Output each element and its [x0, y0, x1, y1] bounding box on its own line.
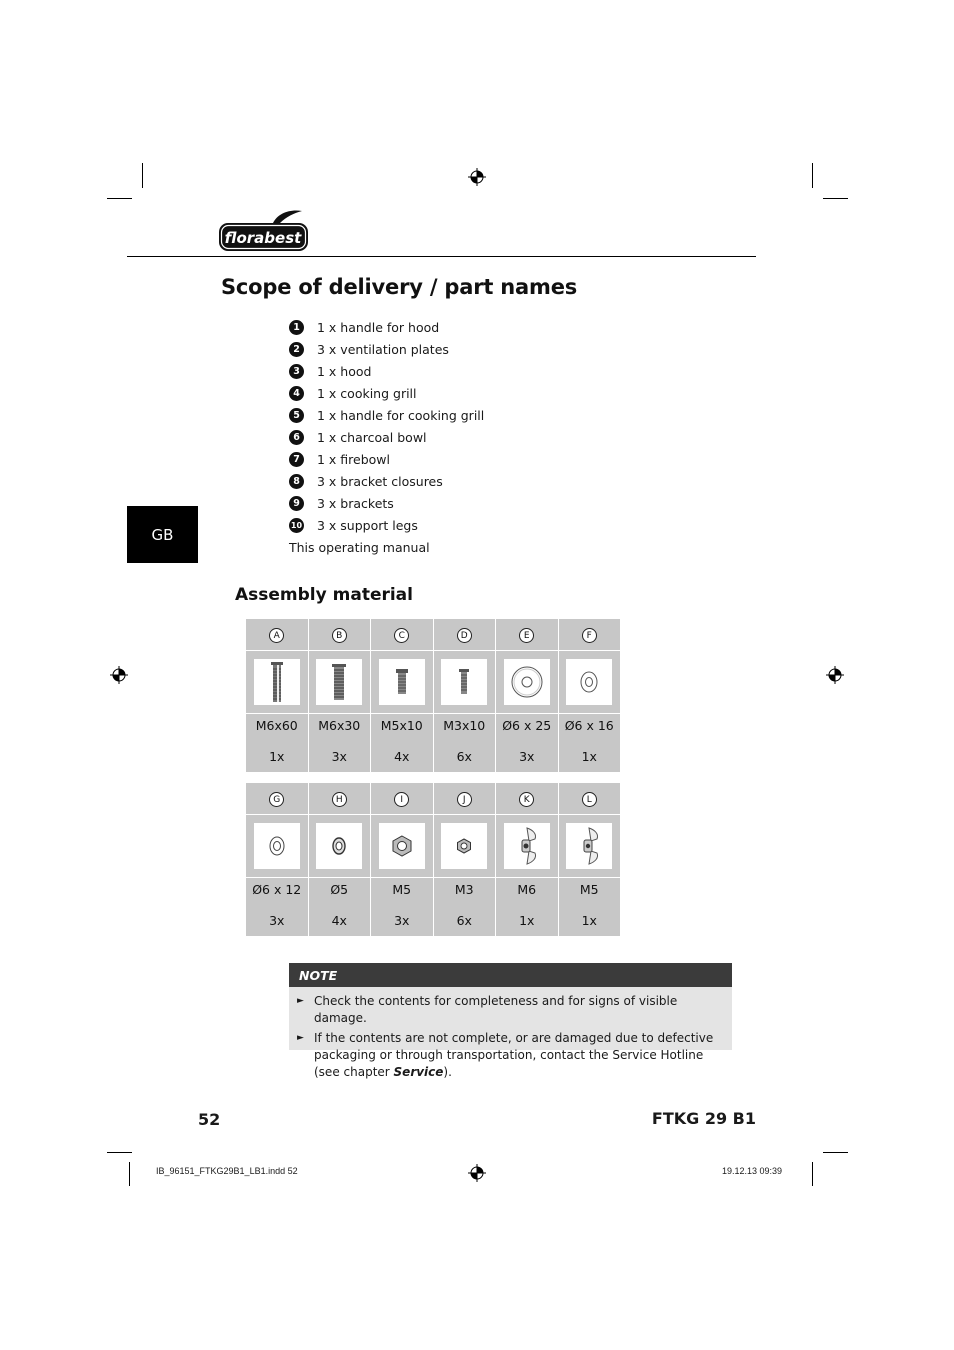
wing-nut-icon [515, 826, 539, 866]
arrow-bullet-icon: ► [297, 996, 304, 1006]
letter-cell [433, 619, 496, 651]
part-qty: 6x [456, 913, 472, 928]
image-box [379, 823, 425, 869]
part-size: M5 [392, 882, 412, 897]
detail-cell [496, 714, 559, 773]
detail-cell [308, 878, 371, 937]
list-item [289, 360, 549, 382]
chapter-reference: Service [393, 1065, 444, 1079]
part-size: M6x60 [255, 718, 298, 733]
list-item [289, 448, 549, 470]
part-number-badge: 9 [289, 496, 304, 511]
crop-mark [142, 163, 143, 188]
image-box [254, 823, 300, 869]
part-size: M5x10 [380, 718, 423, 733]
detail-cell [433, 714, 496, 773]
image-row [246, 651, 621, 714]
image-box [316, 659, 362, 705]
language-tab [127, 506, 198, 563]
list-item [289, 404, 549, 426]
crop-mark [823, 198, 848, 199]
registration-mark-icon [826, 666, 844, 684]
image-cell [496, 651, 559, 714]
part-size: Ø6 x 12 [252, 882, 302, 897]
part-number-badge: 8 [289, 474, 304, 489]
letter-cell [371, 783, 434, 815]
print-slug-file: IB_96151_FTKG29B1_LB1.indd 52 [156, 1166, 298, 1176]
small-screw-icon [459, 669, 469, 695]
part-number-badge: 1 [289, 320, 304, 335]
letter-cell [308, 783, 371, 815]
image-cell [558, 815, 621, 878]
part-letter: I [394, 792, 409, 807]
part-number-badge: 5 [289, 408, 304, 423]
part-label: 1 x firebowl [317, 451, 391, 467]
image-cell [496, 815, 559, 878]
washer-icon [579, 670, 599, 694]
header-rule [127, 256, 756, 257]
part-number-badge: 7 [289, 452, 304, 467]
image-box [566, 659, 612, 705]
list-item [289, 470, 549, 492]
part-number-badge: 3 [289, 364, 304, 379]
note-heading: NOTE [289, 963, 732, 987]
list-item [289, 316, 549, 338]
image-box [566, 823, 612, 869]
part-qty: 3x [331, 749, 347, 764]
part-letter: H [332, 792, 347, 807]
crop-mark [107, 198, 132, 199]
hex-nut-icon [391, 835, 413, 857]
detail-cell [433, 878, 496, 937]
wing-nut-icon [577, 826, 601, 866]
letter-cell [496, 619, 559, 651]
material-table-2 [245, 782, 621, 937]
list-item [289, 382, 549, 404]
letter-cell [371, 619, 434, 651]
letter-row [246, 619, 621, 651]
detail-cell [371, 714, 434, 773]
crop-mark [812, 1162, 813, 1186]
image-cell [433, 815, 496, 878]
spring-washer-icon [331, 836, 347, 856]
letter-cell [433, 783, 496, 815]
assembly-heading: Assembly material [235, 585, 413, 605]
image-cell [308, 651, 371, 714]
part-letter: L [582, 792, 597, 807]
small-washer-icon [268, 835, 286, 857]
part-label: 1 x hood [317, 363, 372, 379]
note-item [289, 1030, 732, 1081]
crop-mark [129, 1162, 130, 1186]
part-qty: 1x [269, 749, 285, 764]
list-item [289, 338, 549, 360]
part-label: 1 x charcoal bowl [317, 429, 427, 445]
detail-cell [558, 878, 621, 937]
part-qty: 4x [331, 913, 347, 928]
part-qty: 4x [394, 749, 410, 764]
image-cell [371, 815, 434, 878]
part-letter: D [457, 628, 472, 643]
print-slug-date: 19.12.13 09:39 [722, 1166, 783, 1176]
image-box [441, 659, 487, 705]
detail-cell [558, 714, 621, 773]
part-letter: C [394, 628, 409, 643]
part-size: M6 [517, 882, 537, 897]
image-cell [433, 651, 496, 714]
part-letter: A [269, 628, 284, 643]
part-size: Ø6 x 25 [502, 718, 552, 733]
part-label: 3 x bracket closures [317, 473, 443, 489]
crop-mark [823, 1152, 848, 1153]
image-box [379, 659, 425, 705]
letter-cell [308, 619, 371, 651]
part-label: 1 x cooking grill [317, 385, 417, 401]
part-label: 3 x ventilation plates [317, 341, 449, 357]
page-title: Scope of delivery / part names [221, 275, 578, 299]
detail-cell [246, 878, 309, 937]
part-label: 3 x brackets [317, 495, 394, 511]
part-qty: 1x [581, 913, 597, 928]
long-bolt-icon [269, 661, 285, 703]
list-item [289, 426, 549, 448]
letter-cell [558, 783, 621, 815]
part-letter: J [457, 792, 472, 807]
small-hex-nut-icon [456, 838, 472, 854]
part-qty: 3x [394, 913, 410, 928]
image-box [441, 823, 487, 869]
image-cell [308, 815, 371, 878]
note-item-text-end: ). [443, 1065, 452, 1079]
image-cell [246, 651, 309, 714]
bolt-icon [331, 663, 347, 701]
image-row [246, 815, 621, 878]
part-label: 1 x handle for hood [317, 319, 440, 335]
letter-row [246, 783, 621, 815]
list-item [289, 514, 549, 536]
note-item [289, 993, 732, 1027]
part-qty: 3x [519, 749, 535, 764]
material-table-1 [245, 618, 621, 773]
image-box [254, 659, 300, 705]
detail-row [246, 878, 621, 937]
list-item [289, 492, 549, 514]
part-label: 1 x handle for cooking grill [317, 407, 485, 423]
registration-mark-icon [468, 1164, 486, 1182]
part-size: Ø6 x 16 [564, 718, 614, 733]
part-letter: F [582, 628, 597, 643]
part-size: M3x10 [443, 718, 486, 733]
note-box [289, 963, 732, 1079]
large-washer-icon [510, 665, 544, 699]
registration-mark-icon [468, 168, 486, 186]
part-number-badge: 10 [289, 518, 304, 533]
crop-mark [812, 163, 813, 188]
image-box [316, 823, 362, 869]
part-qty: 1x [581, 749, 597, 764]
part-qty: 3x [269, 913, 285, 928]
part-size: Ø5 [330, 882, 349, 897]
part-letter: B [332, 628, 347, 643]
crop-mark [107, 1152, 132, 1153]
letter-cell [496, 783, 559, 815]
part-letter: K [519, 792, 534, 807]
arrow-bullet-icon: ► [297, 1033, 304, 1043]
brand-logo [218, 209, 310, 253]
note-item-text: Check the contents for completeness and for signs of visible damage. [314, 994, 678, 1025]
part-number-badge: 6 [289, 430, 304, 445]
part-letter: G [269, 792, 284, 807]
letter-cell [246, 619, 309, 651]
registration-mark-icon [110, 666, 128, 684]
model-number: FTKG 29 B1 [651, 1109, 756, 1128]
part-size: M6x30 [318, 718, 361, 733]
detail-cell [246, 714, 309, 773]
part-size: M5 [579, 882, 599, 897]
letter-cell [246, 783, 309, 815]
image-cell [371, 651, 434, 714]
note-item-text: If the contents are not complete, or are damaged due to defective packaging or through transportation, contact the Service Hotline (see chapter [314, 1031, 714, 1079]
part-number-badge: 4 [289, 386, 304, 401]
image-box [504, 823, 550, 869]
part-qty: 1x [519, 913, 535, 928]
parts-list [289, 316, 549, 558]
part-label: 3 x support legs [317, 517, 418, 533]
image-cell [558, 651, 621, 714]
page-number: 52 [198, 1110, 221, 1129]
short-screw-icon [396, 669, 408, 695]
manual-line: This operating manual [289, 539, 430, 555]
part-size: M3 [454, 882, 474, 897]
detail-cell [371, 878, 434, 937]
part-qty: 6x [456, 749, 472, 764]
part-number-badge: 2 [289, 342, 304, 357]
logo-text: florabest [224, 229, 302, 247]
part-letter: E [519, 628, 534, 643]
detail-cell [308, 714, 371, 773]
detail-cell [496, 878, 559, 937]
image-cell [246, 815, 309, 878]
detail-row [246, 714, 621, 773]
language-tab-label: GB [151, 525, 174, 544]
letter-cell [558, 619, 621, 651]
image-box [504, 659, 550, 705]
